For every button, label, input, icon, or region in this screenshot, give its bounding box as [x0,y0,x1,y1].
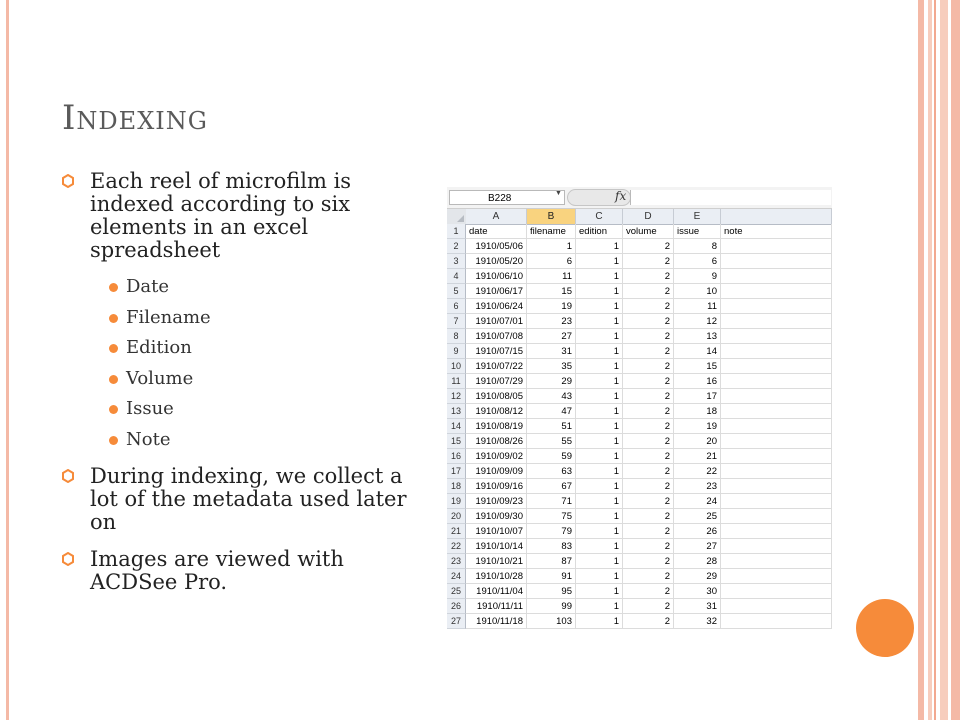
function-icon[interactable]: fx [615,189,627,203]
row-header[interactable]: 20 [447,509,466,524]
table-cell[interactable]: 21 [674,449,721,464]
sub-bullet-text: Edition [126,337,192,358]
table-cell[interactable]: 2 [623,554,674,569]
sub-bullet-item [62,394,432,425]
row-header[interactable]: 9 [447,344,466,359]
column-header[interactable]: D [623,209,674,224]
table-cell[interactable]: 35 [527,359,576,374]
table-cell[interactable]: 67 [527,479,576,494]
name-box[interactable]: B228 [449,190,565,205]
table-cell[interactable]: 2 [623,389,674,404]
header-cell[interactable]: edition [576,224,623,239]
table-cell[interactable]: 2 [623,284,674,299]
table-cell[interactable]: 16 [674,374,721,389]
bullet-item [62,548,432,594]
sub-bullet-text: Note [126,428,171,450]
decorative-stripes [918,0,960,720]
table-cell[interactable]: 2 [623,329,674,344]
table-cell[interactable]: 1910/05/06 [466,239,527,254]
table-cell[interactable]: 2 [623,614,674,629]
table-cell[interactable]: 1910/08/26 [466,434,527,449]
table-cell[interactable]: 95 [527,584,576,599]
table-cell[interactable]: 11 [674,299,721,314]
table-cell[interactable]: 1 [576,239,623,254]
table-cell[interactable]: 1910/07/08 [466,329,527,344]
table-cell[interactable] [721,374,832,389]
table-cell[interactable]: 20 [674,434,721,449]
table-cell[interactable]: 1910/10/28 [466,569,527,584]
table-cell[interactable]: 12 [674,314,721,329]
table-cell[interactable]: 75 [527,509,576,524]
table-cell[interactable]: 1 [576,584,623,599]
table-cell[interactable]: 1 [576,374,623,389]
column-header[interactable]: C [576,209,623,224]
table-cell[interactable] [721,359,832,374]
row-header[interactable]: 11 [447,374,466,389]
header-cell[interactable]: volume [623,224,674,239]
column-header[interactable] [721,209,832,224]
table-cell[interactable]: 29 [674,569,721,584]
table-cell[interactable]: 2 [623,539,674,554]
table-cell[interactable]: 71 [527,494,576,509]
row-header[interactable]: 24 [447,569,466,584]
table-cell[interactable]: 1 [576,509,623,524]
table-cell[interactable]: 6 [527,254,576,269]
table-cell[interactable]: 1 [576,419,623,434]
header-cell[interactable]: filename [527,224,576,239]
table-cell[interactable]: 2 [623,404,674,419]
table-cell[interactable] [721,404,832,419]
decorative-circle [856,599,914,657]
table-cell[interactable]: 59 [527,449,576,464]
bullet-marker-icon [62,552,74,566]
table-cell[interactable] [721,329,832,344]
table-cell[interactable] [721,464,832,479]
table-cell[interactable]: 2 [623,524,674,539]
table-cell[interactable]: 2 [623,314,674,329]
table-cell[interactable]: 1 [576,314,623,329]
sub-bullet-text: Date [126,276,170,297]
sub-bullet-item [62,364,432,395]
table-cell[interactable]: 22 [674,464,721,479]
table-cell[interactable]: 1910/08/12 [466,404,527,419]
sub-bullet-dot-icon [109,283,118,292]
table-cell[interactable]: 91 [527,569,576,584]
table-cell[interactable]: 1 [576,599,623,614]
sub-bullet-item [62,425,432,456]
row-header[interactable]: 7 [447,314,466,329]
table-cell[interactable]: 1910/07/15 [466,344,527,359]
sub-bullet-item [62,303,432,334]
bullet-marker-icon [62,174,74,188]
table-cell[interactable] [721,569,832,584]
table-cell[interactable] [721,494,832,509]
row-header[interactable]: 14 [447,419,466,434]
table-cell[interactable]: 31 [527,344,576,359]
table-cell[interactable]: 1910/06/24 [466,299,527,314]
bullet-list [62,170,432,608]
table-cell[interactable] [721,539,832,554]
spreadsheet-screenshot [447,187,832,627]
table-cell[interactable] [721,389,832,404]
table-cell[interactable]: 1910/08/19 [466,419,527,434]
table-cell[interactable]: 2 [623,479,674,494]
select-all-corner[interactable] [447,209,466,224]
table-cell[interactable]: 51 [527,419,576,434]
table-cell[interactable] [721,254,832,269]
table-cell[interactable] [721,554,832,569]
bullet-text: Each reel of microfilm is indexed according to six elements in an excel spreadsheet [90,169,352,262]
header-cell[interactable]: date [466,224,527,239]
table-cell[interactable] [721,314,832,329]
table-cell[interactable]: 32 [674,614,721,629]
sub-bullet-dot-icon [109,405,118,414]
table-cell[interactable]: 2 [623,299,674,314]
row-header[interactable]: 27 [447,614,466,629]
table-cell[interactable]: 1 [576,284,623,299]
table-cell[interactable]: 18 [674,404,721,419]
table-cell[interactable]: 2 [623,434,674,449]
table-cell[interactable]: 15 [674,359,721,374]
slide-title: Indexing [62,98,208,138]
table-cell[interactable]: 25 [674,509,721,524]
table-cell[interactable]: 1 [576,359,623,374]
row-header[interactable]: 21 [447,524,466,539]
header-cell[interactable]: note [721,224,832,239]
bullet-marker-icon [62,469,74,483]
table-cell[interactable]: 1 [576,464,623,479]
table-cell[interactable]: 1910/10/14 [466,539,527,554]
row-header[interactable]: 10 [447,359,466,374]
table-cell[interactable]: 1910/07/22 [466,359,527,374]
table-cell[interactable] [721,419,832,434]
row-header[interactable]: 22 [447,539,466,554]
table-cell[interactable]: 1910/06/10 [466,269,527,284]
table-cell[interactable]: 28 [674,554,721,569]
table-cell[interactable]: 31 [674,599,721,614]
row-header[interactable]: 12 [447,389,466,404]
row-header[interactable]: 8 [447,329,466,344]
table-cell[interactable]: 17 [674,389,721,404]
table-cell[interactable]: 29 [527,374,576,389]
table-cell[interactable]: 1910/10/21 [466,554,527,569]
row-header[interactable]: 5 [447,284,466,299]
table-cell[interactable]: 11 [527,269,576,284]
table-cell[interactable]: 1 [576,434,623,449]
row-header[interactable]: 25 [447,584,466,599]
row-header[interactable]: 26 [447,599,466,614]
table-cell[interactable]: 1 [576,479,623,494]
row-header[interactable]: 2 [447,239,466,254]
table-cell[interactable]: 1 [527,239,576,254]
table-cell[interactable]: 1910/09/30 [466,509,527,524]
table-cell[interactable]: 63 [527,464,576,479]
table-cell[interactable]: 30 [674,584,721,599]
table-cell[interactable]: 55 [527,434,576,449]
table-cell[interactable] [721,524,832,539]
table-cell[interactable] [721,434,832,449]
table-cell[interactable]: 2 [623,374,674,389]
header-cell[interactable]: issue [674,224,721,239]
table-cell[interactable]: 2 [623,359,674,374]
column-header[interactable]: B [527,209,576,224]
table-cell[interactable]: 19 [674,419,721,434]
table-cell[interactable]: 79 [527,524,576,539]
table-cell[interactable]: 1 [576,389,623,404]
row-header[interactable]: 6 [447,299,466,314]
table-cell[interactable]: 10 [674,284,721,299]
table-cell[interactable]: 1 [576,329,623,344]
table-cell[interactable]: 2 [623,569,674,584]
bullet-item [62,465,432,534]
sub-bullet-dot-icon [109,344,118,353]
table-cell[interactable]: 2 [623,269,674,284]
sub-bullet-item [62,333,432,364]
table-cell[interactable]: 27 [527,329,576,344]
row-header[interactable]: 23 [447,554,466,569]
sub-bullet-dot-icon [109,314,118,323]
slide-frame-left-border [6,0,9,720]
table-cell[interactable]: 2 [623,254,674,269]
row-header[interactable]: 1 [447,224,466,239]
table-cell[interactable]: 99 [527,599,576,614]
table-cell[interactable]: 83 [527,539,576,554]
table-cell[interactable] [721,584,832,599]
table-cell[interactable]: 26 [674,524,721,539]
table-cell[interactable] [721,284,832,299]
table-cell[interactable] [721,239,832,254]
table-cell[interactable]: 1910/05/20 [466,254,527,269]
table-cell[interactable]: 43 [527,389,576,404]
row-header[interactable]: 17 [447,464,466,479]
bullet-text: Images are viewed with ACDSee Pro. [90,547,344,594]
table-cell[interactable]: 1 [576,554,623,569]
row-header[interactable]: 15 [447,434,466,449]
table-cell[interactable]: 2 [623,509,674,524]
table-cell[interactable] [721,269,832,284]
table-cell[interactable]: 19 [527,299,576,314]
column-header[interactable]: A [466,209,527,224]
table-cell[interactable]: 1910/09/02 [466,449,527,464]
table-cell[interactable]: 1910/09/23 [466,494,527,509]
table-cell[interactable]: 9 [674,269,721,284]
table-cell[interactable]: 1910/11/04 [466,584,527,599]
formula-input[interactable] [630,190,831,205]
sub-bullet-list [62,272,432,455]
row-header[interactable]: 3 [447,254,466,269]
name-box-dropdown-icon[interactable]: ▼ [555,190,562,197]
table-cell[interactable]: 1910/11/18 [466,614,527,629]
table-cell[interactable]: 1 [576,299,623,314]
formula-bar [447,187,832,209]
table-cell[interactable]: 2 [623,599,674,614]
table-cell[interactable]: 2 [623,419,674,434]
table-cell[interactable]: 1 [576,569,623,584]
table-cell[interactable]: 103 [527,614,576,629]
table-cell[interactable]: 27 [674,539,721,554]
table-cell[interactable]: 2 [623,449,674,464]
table-cell[interactable]: 14 [674,344,721,359]
table-cell[interactable]: 1 [576,254,623,269]
table-cell[interactable]: 23 [674,479,721,494]
table-cell[interactable] [721,344,832,359]
table-cell[interactable]: 2 [623,344,674,359]
table-cell[interactable]: 1 [576,494,623,509]
sub-bullet-dot-icon [109,436,118,445]
table-cell[interactable]: 1910/11/11 [466,599,527,614]
table-cell[interactable] [721,449,832,464]
table-cell[interactable]: 1 [576,449,623,464]
table-cell[interactable]: 1 [576,524,623,539]
table-cell[interactable]: 1 [576,614,623,629]
table-cell[interactable]: 2 [623,494,674,509]
table-cell[interactable]: 13 [674,329,721,344]
table-cell[interactable]: 1 [576,269,623,284]
table-cell[interactable]: 1910/10/07 [466,524,527,539]
table-cell[interactable]: 47 [527,404,576,419]
table-cell[interactable] [721,614,832,629]
table-cell[interactable] [721,509,832,524]
sub-bullet-text: Volume [126,367,194,389]
bullet-text: During indexing, we collect a lot of the metadata used later on [90,464,407,534]
table-cell[interactable]: 8 [674,239,721,254]
table-cell[interactable]: 1910/08/05 [466,389,527,404]
table-cell[interactable]: 24 [674,494,721,509]
table-cell[interactable] [721,479,832,494]
sub-bullet-text: Filename [126,306,211,328]
column-header[interactable]: E [674,209,721,224]
table-cell[interactable]: 23 [527,314,576,329]
table-cell[interactable]: 1 [576,344,623,359]
table-cell[interactable]: 1 [576,404,623,419]
table-cell[interactable]: 2 [623,464,674,479]
row-header[interactable]: 4 [447,269,466,284]
row-header[interactable]: 16 [447,449,466,464]
table-cell[interactable]: 6 [674,254,721,269]
bullet-item [62,170,432,262]
table-cell[interactable]: 1910/09/09 [466,464,527,479]
table-cell[interactable]: 1 [576,539,623,554]
sub-bullet-text: Issue [126,398,174,419]
row-header[interactable]: 13 [447,404,466,419]
table-cell[interactable]: 2 [623,239,674,254]
sub-bullet-dot-icon [109,375,118,384]
row-header[interactable]: 19 [447,494,466,509]
table-cell[interactable]: 1910/09/16 [466,479,527,494]
sub-bullet-item [62,272,432,303]
table-cell[interactable]: 87 [527,554,576,569]
table-cell[interactable] [721,599,832,614]
table-cell[interactable]: 1910/06/17 [466,284,527,299]
row-header[interactable]: 18 [447,479,466,494]
table-cell[interactable] [721,299,832,314]
table-cell[interactable]: 1910/07/01 [466,314,527,329]
table-cell[interactable]: 15 [527,284,576,299]
table-cell[interactable]: 1910/07/29 [466,374,527,389]
table-cell[interactable]: 2 [623,584,674,599]
